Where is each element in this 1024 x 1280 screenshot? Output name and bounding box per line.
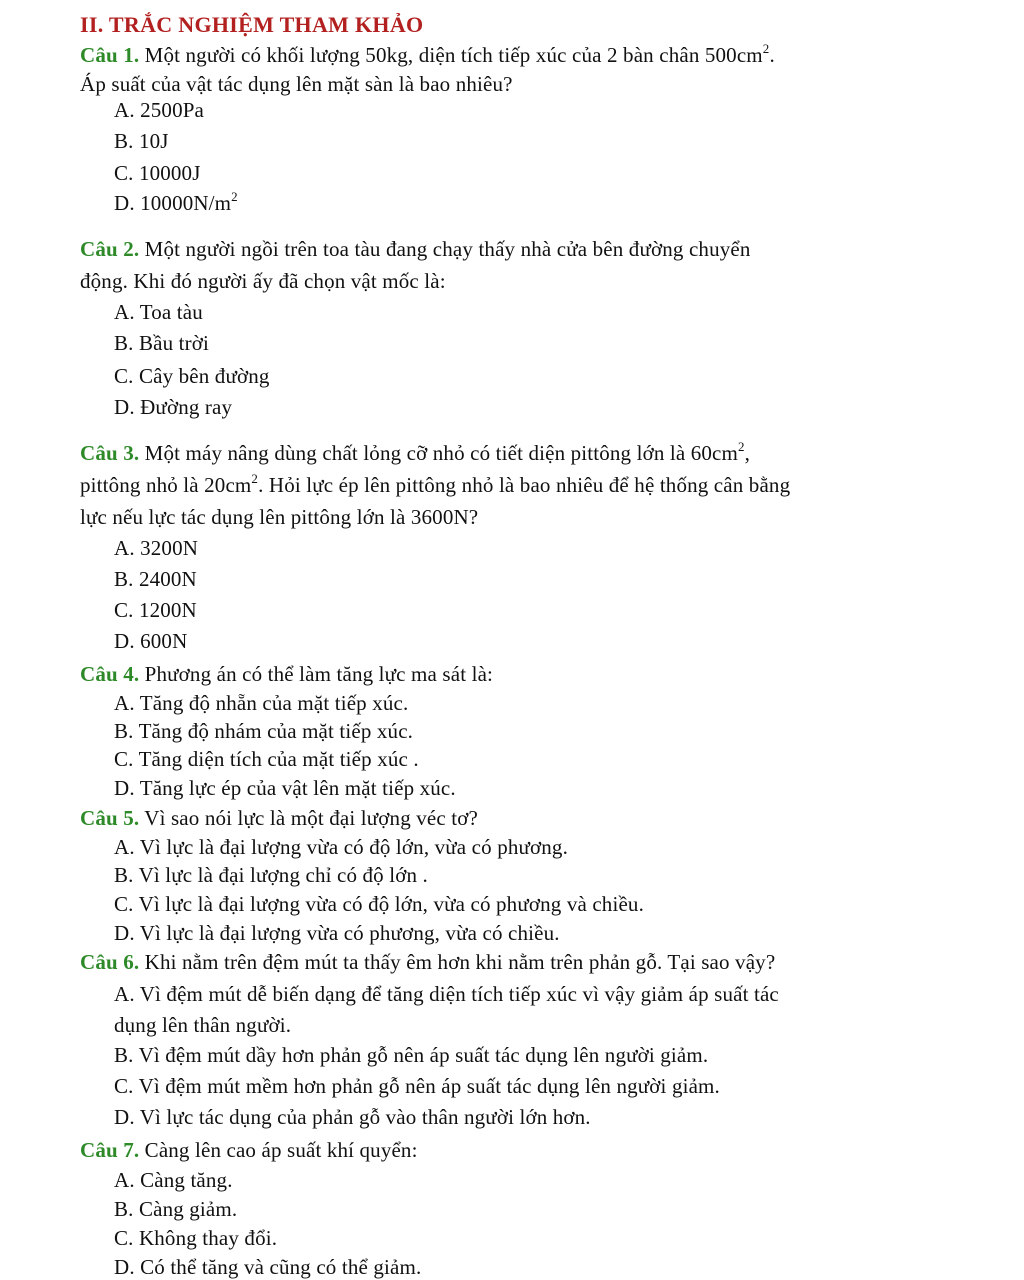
q1-option-a: A. 2500Pa <box>114 98 205 122</box>
q3-line1-sup: 2 <box>737 439 745 454</box>
q6-label: Câu 6. <box>80 950 140 974</box>
q7-option-c: C. Không thay đổi. <box>114 1226 278 1250</box>
section-title: II. TRẮC NGHIỆM THAM KHẢO <box>80 12 424 37</box>
q1-option-b: B. 10J <box>114 129 169 153</box>
q1-option-d <box>114 190 238 216</box>
q7-option-a: A. Càng tăng. <box>114 1168 233 1192</box>
q1-option-d-text: D. 10000N/m <box>114 191 232 215</box>
q5-line1: Vì sao nói lực là một đại lượng véc tơ? <box>144 806 478 830</box>
q1-line1-end: . <box>769 43 775 67</box>
q5-option-a: A. Vì lực là đại lượng vừa có độ lớn, vừa có phương. <box>114 835 568 859</box>
q5-text <box>80 805 478 831</box>
q3-line3: lực nếu lực tác dụng lên pittông lớn là 3600N? <box>80 505 479 529</box>
q2-line1: Một người ngồi trên toa tàu đang chạy thấy nhà cửa bên đường chuyển <box>144 237 751 261</box>
q5-option-b: B. Vì lực là đại lượng chỉ có độ lớn . <box>114 863 428 887</box>
q3-line2-b: . Hỏi lực ép lên pittông nhỏ là bao nhiêu để hệ thống cân bằng <box>258 473 791 497</box>
q4-line1: Phương án có thể làm tăng lực ma sát là: <box>144 662 494 686</box>
q7-text <box>80 1137 418 1163</box>
q3-line1: Một máy nâng dùng chất lỏng cỡ nhỏ có tiết diện pittông lớn là 60cm <box>144 441 738 465</box>
q2-label: Câu 2. <box>80 237 140 261</box>
q6-option-a-cont: dụng lên thân người. <box>114 1013 292 1037</box>
q6-option-b: B. Vì đệm mút dầy hơn phản gỗ nên áp suất tác dụng lên người giảm. <box>114 1043 709 1067</box>
q3-option-c: C. 1200N <box>114 598 197 622</box>
q4-option-c: C. Tăng diện tích của mặt tiếp xúc . <box>114 747 419 771</box>
q4-option-d: D. Tăng lực ép của vật lên mặt tiếp xúc. <box>114 776 456 800</box>
q1-line1: Một người có khối lượng 50kg, diện tích tiếp xúc của 2 bàn chân 500cm <box>144 43 763 67</box>
q1-text <box>80 42 775 68</box>
q4-option-b: B. Tăng độ nhám của mặt tiếp xúc. <box>114 719 414 743</box>
q6-option-a: A. Vì đệm mút dễ biến dạng để tăng diện tích tiếp xúc vì vậy giảm áp suất tác <box>114 982 779 1006</box>
q1-line1-sup: 2 <box>762 41 770 56</box>
q1-option-d-sup: 2 <box>231 189 238 204</box>
q3-option-b: B. 2400N <box>114 567 197 591</box>
q5-option-d: D. Vì lực là đại lượng vừa có phương, vừa có chiều. <box>114 921 560 945</box>
q6-option-c: C. Vì đệm mút mềm hơn phản gỗ nên áp suất tác dụng lên người giảm. <box>114 1074 720 1098</box>
q3-line1-end: , <box>744 441 751 465</box>
q3-line2-a: pittông nhỏ là 20cm <box>80 473 252 497</box>
q7-option-b: B. Càng giảm. <box>114 1197 238 1221</box>
q5-label: Câu 5. <box>80 806 140 830</box>
q1-line2: Áp suất của vật tác dụng lên mặt sàn là bao nhiêu? <box>80 72 513 96</box>
q4-label: Câu 4. <box>80 662 140 686</box>
q7-label: Câu 7. <box>80 1138 140 1162</box>
q3-option-a: A. 3200N <box>114 536 199 560</box>
q4-text <box>80 661 493 687</box>
q6-text <box>80 949 775 975</box>
q3-text <box>80 440 750 466</box>
q2-option-b: B. Bầu trời <box>114 331 210 355</box>
q3-line2 <box>80 472 790 498</box>
q3-option-d: D. 600N <box>114 629 188 653</box>
q1-option-c: C. 10000J <box>114 161 201 185</box>
q6-option-d: D. Vì lực tác dụng của phản gỗ vào thân người lớn hơn. <box>114 1105 591 1129</box>
q3-label: Câu 3. <box>80 441 140 465</box>
q7-line1: Càng lên cao áp suất khí quyển: <box>144 1138 418 1162</box>
q5-option-c: C. Vì lực là đại lượng vừa có độ lớn, vừa có phương và chiều. <box>114 892 644 916</box>
q2-text <box>80 236 751 262</box>
q2-line2: động. Khi đó người ấy đã chọn vật mốc là: <box>80 269 446 293</box>
q1-label: Câu 1. <box>80 43 140 67</box>
q2-option-a: A. Toa tàu <box>114 300 203 324</box>
q4-option-a: A. Tăng độ nhẵn của mặt tiếp xúc. <box>114 691 409 715</box>
q2-option-c: C. Cây bên đường <box>114 364 270 388</box>
q3-line2-sup: 2 <box>251 471 259 486</box>
q7-option-d: D. Có thể tăng và cũng có thể giảm. <box>114 1255 422 1279</box>
q6-line1: Khi nằm trên đệm mút ta thấy êm hơn khi nằm trên phản gỗ. Tại sao vậy? <box>144 950 776 974</box>
q2-option-d: D. Đường ray <box>114 395 233 419</box>
